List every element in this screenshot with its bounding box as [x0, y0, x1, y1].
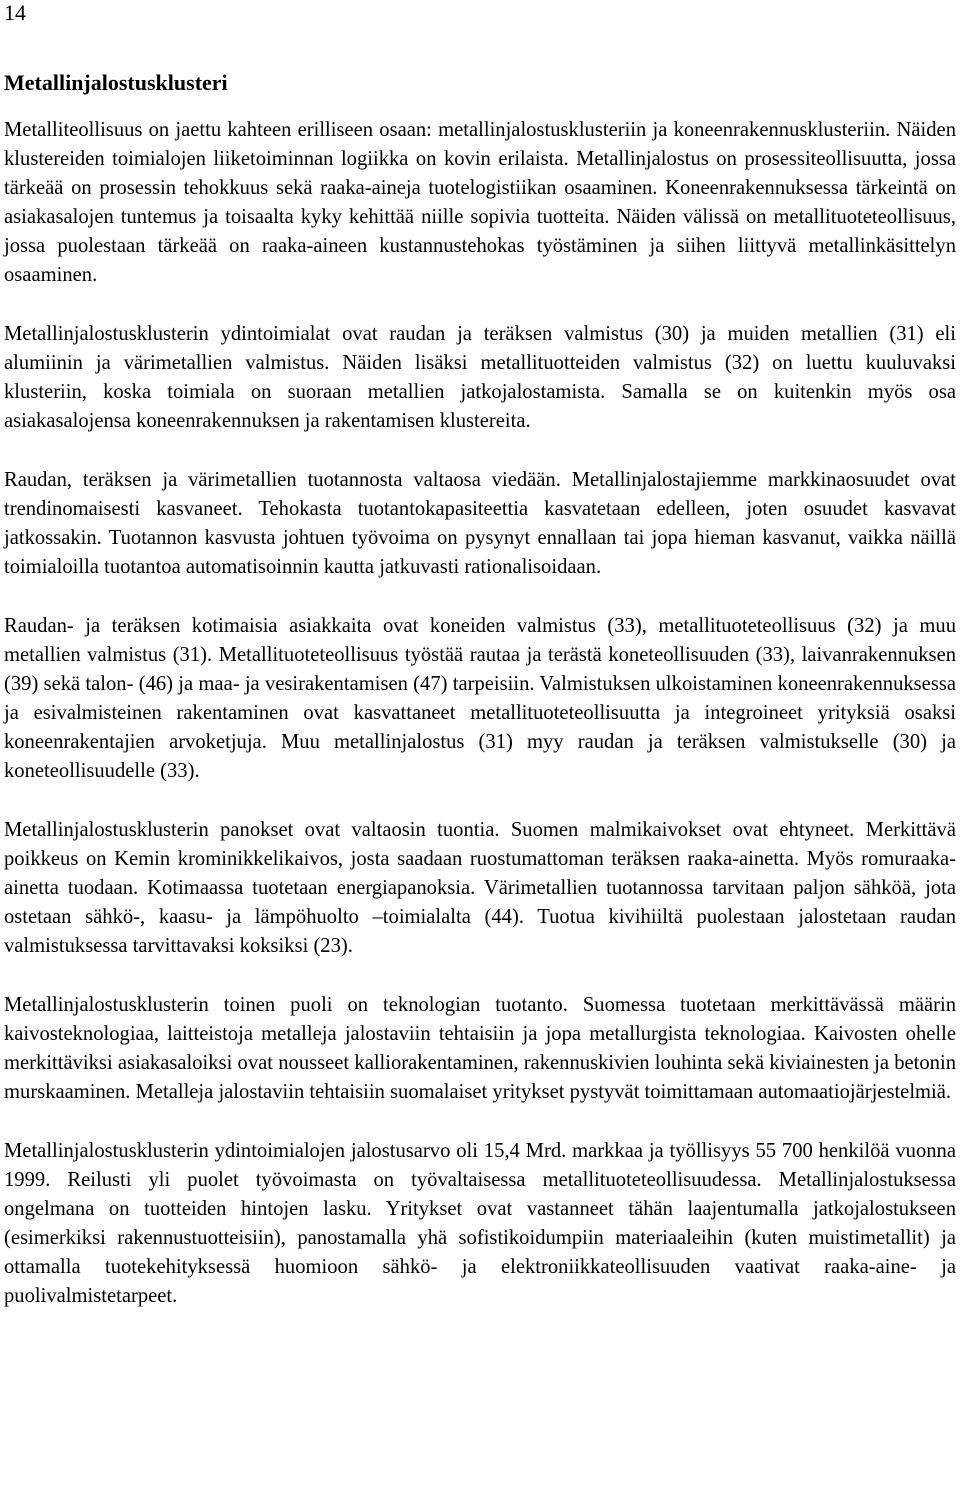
document-page	[4, 0, 956, 1311]
paragraph-5: Metallinjalostusklusterin panokset ovat valtaosin tuontia. Suomen malmikaivokset ovat ehtyneet. Merkittävä poikkeus on Kemin krominikkelikaivos, josta saadaan ruostumattoman teräksen raaka-ainetta. Myös romuraaka-ainetta tuodaan. Kotimaassa tuotetaan energiapanoksia. Värimetallien tuotannossa tarvitaan paljon sähköä, jota ostetaan sähkö-, kaasu- ja lämpöhuolto –toimialalta (44). Tuotua kivihiiltä puolestaan jalostetaan raudan valmistuksessa tarvittavaksi koksiksi (23).	[4, 819, 956, 957]
paragraph-7: Metallinjalostusklusterin ydintoimialojen jalostusarvo oli 15,4 Mrd. markkaa ja työllisyys 55 700 henkilöä vuonna 1999. Reilusti yli puolet työvoimasta on työvaltaisessa metallituoteteollisuudessa. Metallinjalostuksessa ongelmana on tuotteiden hintojen lasku. Yritykset ovat vastanneet tähän laajentumalla jatkojalostukseen (esimerkiksi rakennustuotteisiin), panostamalla yhä sofistikoidumpiin materiaaleihin (kuten muistimetallit) ja ottamalla tuotekehityksessä huomioon sähkö- ja elektroniikkateollisuuden vaativat raaka-aine- ja puolivalmistetarpeet.	[4, 1140, 956, 1307]
paragraph-3: Raudan, teräksen ja värimetallien tuotannosta valtaosa viedään. Metallinjalostajiemme markkinaosuudet ovat trendinomaisesti kasvaneet. Tehokasta tuotantokapasiteettia kasvatetaan edelleen, joten osuudet kasvavat jatkossakin. Tuotannon kasvusta johtuen työvoima on pysynyt ennallaan tai jopa hieman kasvanut, vaikka näillä toimialoilla tuotantoa automatisoinnin kautta jatkuvasti rationalisoidaan.	[4, 469, 956, 578]
section-title: Metallinjalostusklusteri	[4, 70, 228, 95]
paragraph-2: Metallinjalostusklusterin ydintoimialat ovat raudan ja teräksen valmistus (30) ja muiden metallien (31) eli alumiinin ja värimetallien valmistus. Näiden lisäksi metallituotteiden valmistus (32) on luettu kuuluvaksi klusteriin, koska toimiala on suoraan metallien jatkojalostamista. Samalla se on kuitenkin myös osa asiakasalojensa koneenrakennuksen ja rakentamisen klustereita.	[4, 323, 956, 432]
paragraph-6: Metallinjalostusklusterin toinen puoli on teknologian tuotanto. Suomessa tuotetaan merkittävässä määrin kaivosteknologiaa, laitteistoja metalleja jalostaviin tehtaisiin ja jopa metallurgista teknologiaa. Kaivosten ohelle merkittäviksi asiakasaloiksi ovat nousseet kalliorakentaminen, rakennuskivien louhinta sekä kiviainesten ja betonin murskaaminen. Metalleja jalostaviin tehtaisiin suomalaiset yritykset pystyvät toimittamaan automaatiojärjestelmiä.	[4, 994, 956, 1103]
paragraph-1: Metalliteollisuus on jaettu kahteen erilliseen osaan: metallinjalostusklusteriin ja koneenrakennusklusteriin. Näiden klustereiden toimialojen liiketoiminnan logiikka on kovin erilaista. Metallinjalostus on prosessiteollisuutta, jossa tärkeää on prosessin tehokkuus sekä raaka-aineja tuotelogistiikan osaaminen. Koneenrakennuksessa tärkeintä on asiakasalojen tuntemus ja toisaalta kyky kehittää niille sopivia tuotteita. Näiden välissä on metallituoteteollisuus, jossa puolestaan tärkeää on raaka-aineen kustannustehokas työstäminen ja siihen liittyvä metallinkäsittelyn osaaminen.	[4, 119, 956, 286]
page-number: 14	[4, 0, 26, 25]
paragraph-4: Raudan- ja teräksen kotimaisia asiakkaita ovat koneiden valmistus (33), metallituoteteollisuus (32) ja muu metallien valmistus (31). Metallituoteteollisuus työstää rautaa ja terästä koneteollisuuden (33), laivanrakennuksen (39) sekä talon- (46) ja maa- ja vesirakentamisen (47) tarpeisiin. Valmistuksen ulkoistaminen koneenrakennuksessa ja esivalmisteinen rakentaminen ovat kasvattaneet metallituoteteollisuutta ja integroineet yrityksiä osaksi koneenrakentajien arvoketjuja. Muu metallinjalostus (31) myy raudan ja teräksen valmistukselle (30) ja koneteollisuudelle (33).	[4, 615, 956, 782]
